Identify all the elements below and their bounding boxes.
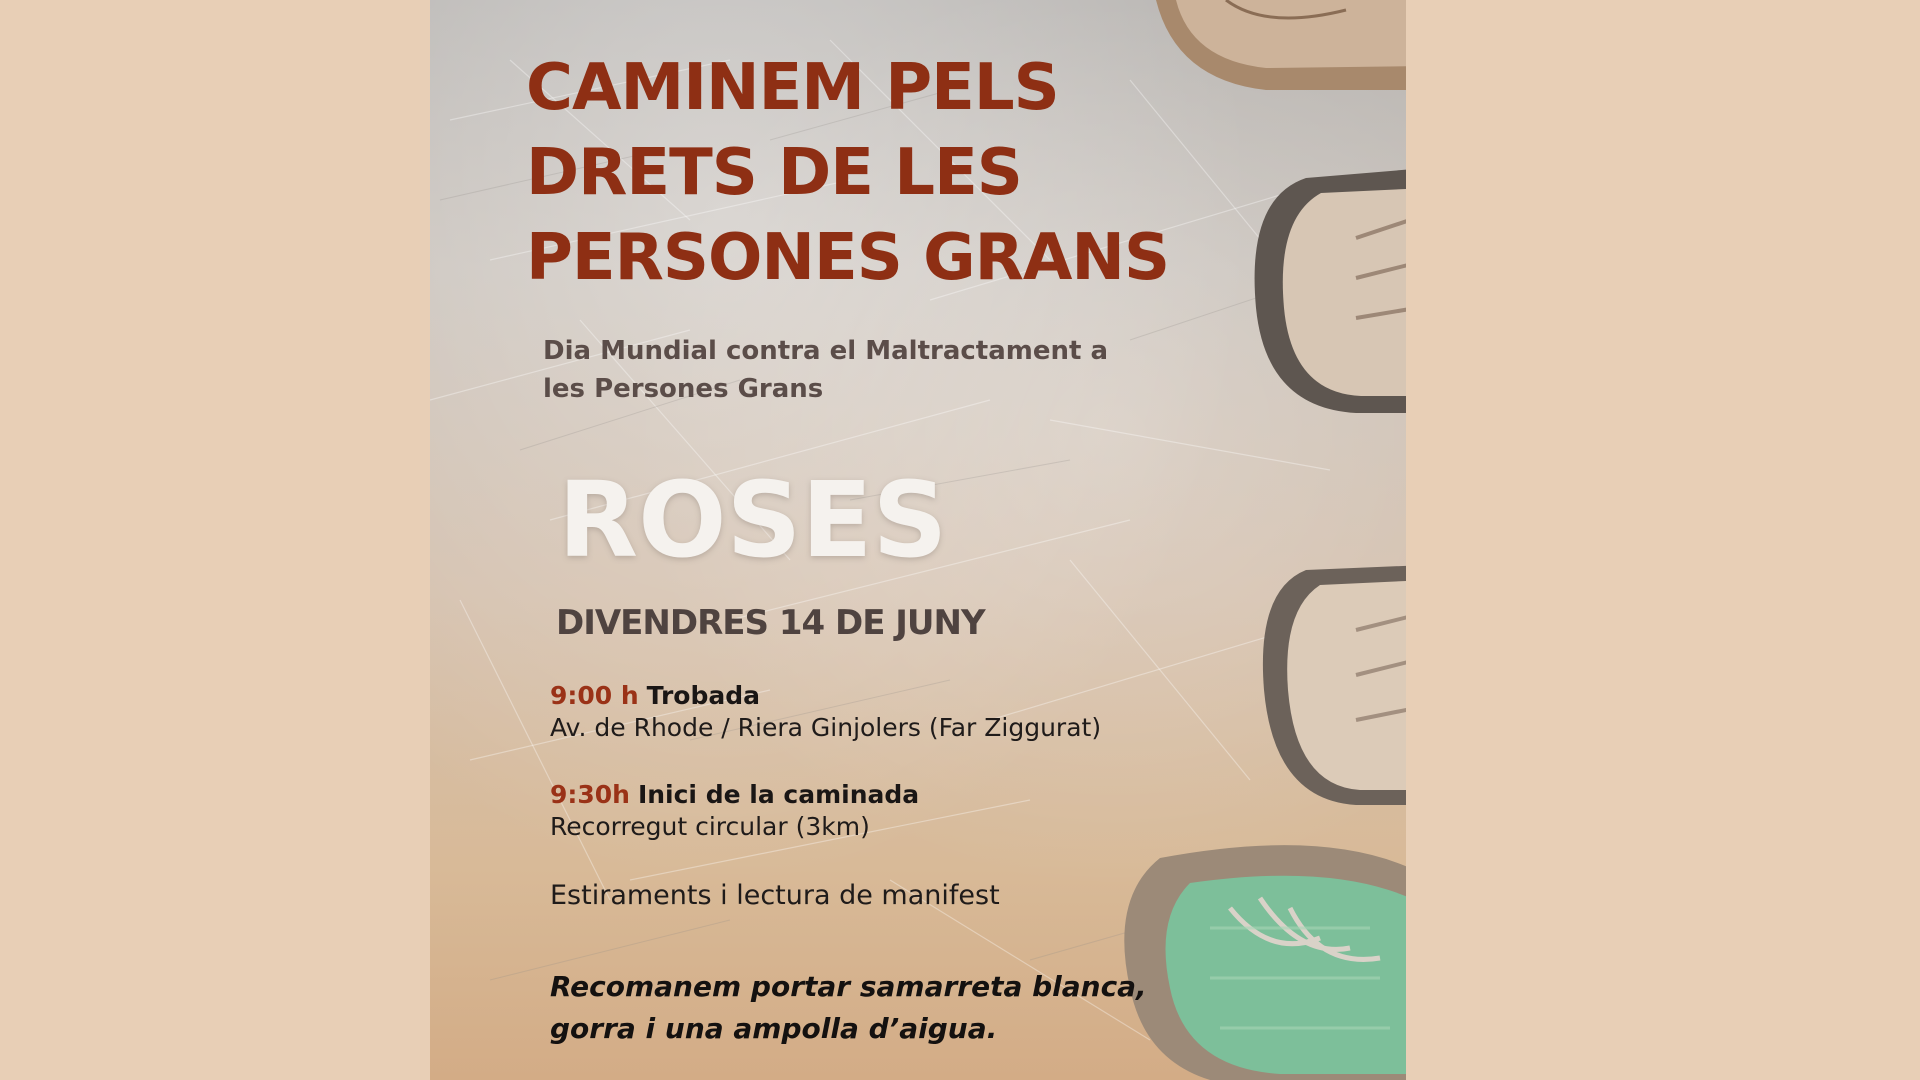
schedule-item	[550, 680, 1250, 744]
subtitle-line: Dia Mundial contra el Maltractament a	[543, 336, 1109, 366]
event-title	[526, 46, 1206, 301]
event-poster	[430, 0, 1406, 1080]
shoe-upper-icon	[1246, 168, 1406, 418]
activity-note: Estiraments i lectura de manifest	[550, 880, 1000, 911]
title-line: PERSONES GRANS	[526, 221, 1170, 295]
schedule-heading: Trobada	[646, 681, 760, 710]
schedule-detail: Av. de Rhode / Riera Ginjolers (Far Ziggurat)	[550, 713, 1102, 742]
event-date: DIVENDRES 14 DE JUNY	[556, 603, 985, 643]
schedule-heading: Inici de la caminada	[637, 780, 920, 809]
recommendation-line: gorra i una ampolla d’aigua.	[550, 1012, 998, 1045]
title-line: CAMINEM PELS	[526, 51, 1059, 125]
recommendation-line: Recomanem portar samarreta blanca,	[550, 970, 1147, 1003]
event-subtitle	[543, 332, 1143, 408]
recommendation-text	[550, 966, 1190, 1050]
event-city: ROSES	[558, 459, 948, 581]
subtitle-line: les Persones Grans	[543, 374, 824, 404]
schedule-time: 9:30h	[550, 780, 630, 809]
schedule-time: 9:00 h	[550, 681, 639, 710]
shoe-middle-icon	[1256, 560, 1406, 810]
title-line: DRETS DE LES	[526, 136, 1022, 210]
schedule-item	[550, 779, 1250, 843]
schedule-detail: Recorregut circular (3km)	[550, 812, 870, 841]
